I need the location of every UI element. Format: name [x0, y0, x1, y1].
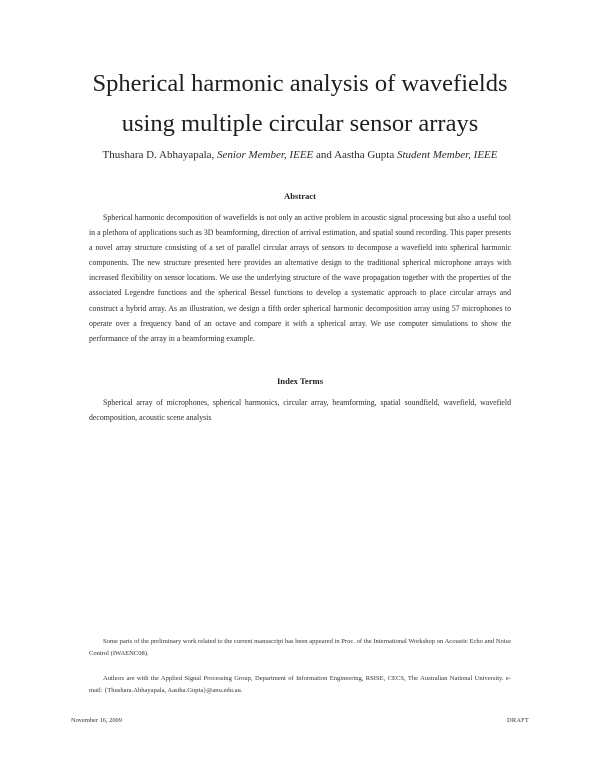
index-terms-body: Spherical array of microphones, spherical harmonics, circular array, beamforming, spatial soundfield, wavefield, wavefield decomposition, acoustic scene analysis: [89, 398, 511, 423]
author-2-name: Aastha Gupta: [334, 149, 395, 161]
footnote-2-text: Authors are with the Applied Signal Processing Group, Department of Information Engineering, RSISE, CECS, The Australian National University. e-mail: {Thushara.Abhayapala, Aastha.Gupta}@anu.edu.au.: [89, 675, 511, 695]
footnote-affiliation: [89, 673, 511, 698]
footnote-preliminary-work: [89, 636, 511, 661]
footer-date: November 16, 2009: [71, 717, 122, 724]
paper-title: [40, 64, 560, 144]
abstract-body: Spherical harmonic decomposition of wavefields is not only an active problem in acoustic signal processing but also a useful tool in a plethora of applications such as 3D beamforming, direction of arrival estimation, and spatial sound recording. This paper presents a novel array structure consisting of a set of parallel circular arrays of sensors to decompose a wavefield into spherical harmonic components. The new structure presented here provides an alternative design to the traditional spherical microphone arrays with increased flexibility on sensor locations. We use the underlying structure of the wave propagation together with the properties of the associated Legendre functions and the spherical Bessel functions to develop a systematic approach to place circular arrays and construct a hybrid array. As an illustration, we design a fifth order spherical harmonic decomposition array using 57 microphones to operate over a frequency band of an octave and compare it with a spherical array. We use computer simulations to show the performance of the array in a beamforming example.: [89, 213, 511, 343]
author-1-name: Thushara D. Abhayapala,: [102, 149, 215, 161]
index-terms-heading: Index Terms: [276, 376, 324, 386]
title-line-1: Spherical harmonic analysis of wavefields: [92, 70, 508, 97]
author-connector: and: [316, 149, 332, 161]
footer-draft-label: DRAFT: [507, 717, 529, 724]
author-line: [40, 148, 560, 162]
title-line-2: using multiple circular sensor arrays: [121, 110, 479, 137]
author-2-role: Student Member, IEEE: [397, 149, 498, 161]
footnote-1-text: Some parts of the preliminary work related to the current manuscript has been appeared in Proc. of the International Workshop on Acoustic Echo and Noise Control (IWAENC08).: [89, 638, 511, 658]
abstract-heading: Abstract: [284, 191, 316, 201]
author-1-role: Senior Member, IEEE: [217, 149, 314, 161]
